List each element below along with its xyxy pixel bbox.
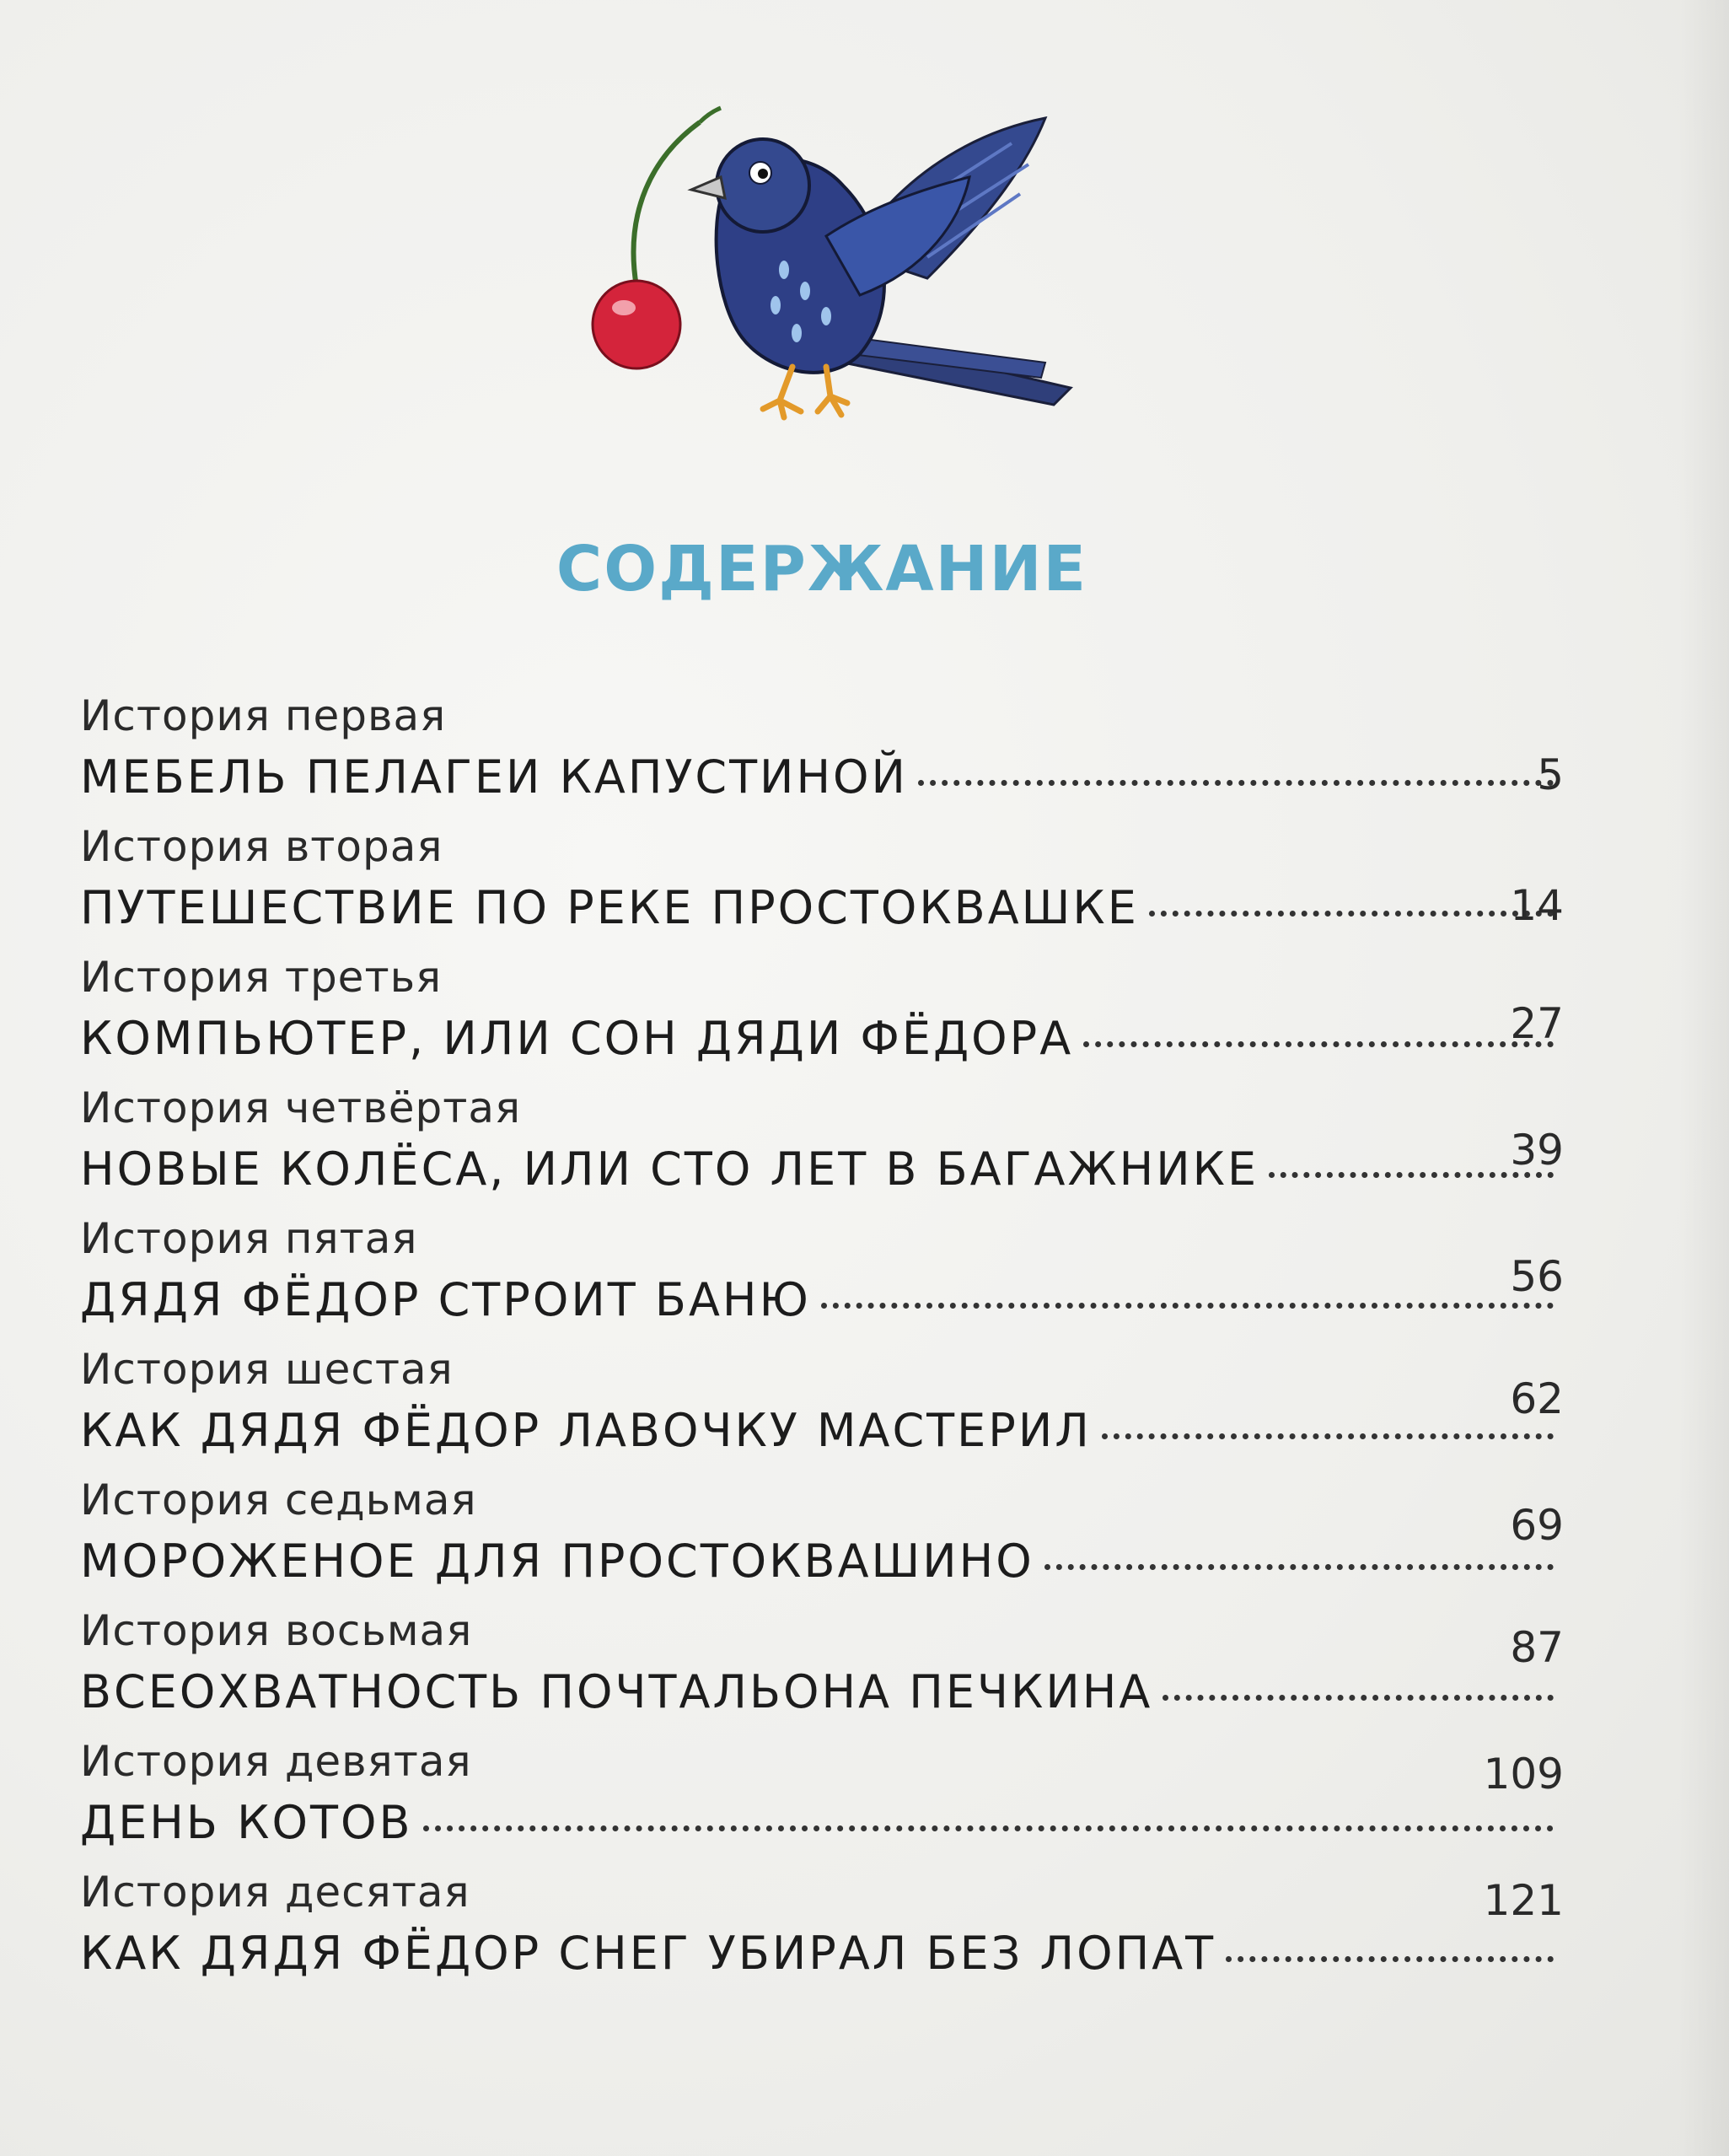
- dot-leader: [1149, 911, 1554, 917]
- toc-entry-label: История первая: [80, 691, 447, 740]
- dot-leader: [1163, 1695, 1554, 1701]
- toc-entry-title-row: [80, 750, 1564, 809]
- bird-with-cherry-icon: [573, 84, 1079, 438]
- toc-entry-label: История девятая: [80, 1737, 472, 1786]
- toc-entry-label: История седьмая: [80, 1476, 477, 1524]
- dot-leader: [1226, 1956, 1554, 1962]
- toc-entry-title-row: [80, 1012, 1564, 1071]
- toc-entry[interactable]: [80, 1345, 1564, 1476]
- toc-entry-title: ВСЕОХВАТНОСТЬ ПОЧТАЛЬОНА ПЕЧКИНА: [80, 1665, 1153, 1718]
- toc-entry-title: ПУТЕШЕСТВИЕ ПО РЕКЕ ПРОСТОКВАШКЕ: [80, 881, 1139, 934]
- toc-entry[interactable]: [80, 1606, 1564, 1737]
- dot-leader: [1083, 1041, 1554, 1047]
- toc-entry-label: История четвёртая: [80, 1083, 522, 1132]
- toc-entry-label: История десятая: [80, 1868, 470, 1917]
- toc-entry-title: ДЕНЬ КОТОВ: [80, 1796, 413, 1849]
- toc-entry-title-row: [80, 1273, 1564, 1332]
- dot-leader: [918, 780, 1554, 786]
- toc-entry-label: История шестая: [80, 1345, 454, 1394]
- dot-leader: [423, 1825, 1554, 1831]
- toc-entry[interactable]: [80, 1868, 1564, 1998]
- toc-entry-label: История восьмая: [80, 1606, 473, 1655]
- toc-entry[interactable]: [80, 953, 1564, 1083]
- dot-leader: [821, 1303, 1554, 1309]
- toc-entry-page: 109: [1483, 1750, 1564, 1798]
- toc-entry-title: КАК ДЯДЯ ФЁДОР СНЕГ УБИРАЛ БЕЗ ЛОПАТ: [80, 1927, 1216, 1980]
- table-of-contents: [80, 691, 1564, 1998]
- dot-leader: [1102, 1433, 1554, 1439]
- toc-entry[interactable]: [80, 1083, 1564, 1214]
- toc-entry[interactable]: [80, 822, 1564, 953]
- toc-entry-title-row: [80, 1665, 1564, 1724]
- toc-entry-title: ДЯДЯ ФЁДОР СТРОИТ БАНЮ: [80, 1273, 811, 1326]
- toc-entry-page: 62: [1510, 1374, 1564, 1423]
- toc-entry-title-row: [80, 881, 1564, 940]
- toc-entry-title-row: [80, 1796, 1564, 1855]
- toc-entry-page: 5: [1537, 750, 1564, 799]
- toc-entry-page: 56: [1510, 1252, 1564, 1301]
- toc-entry-page: 121: [1483, 1876, 1564, 1925]
- toc-entry-label: История пятая: [80, 1214, 418, 1263]
- toc-entry-title-row: [80, 1927, 1564, 1986]
- toc-entry[interactable]: [80, 1214, 1564, 1345]
- toc-entry-page: 27: [1510, 999, 1564, 1048]
- toc-entry-page: 39: [1510, 1126, 1564, 1175]
- page-gutter-shadow: [1678, 0, 1729, 2156]
- dot-leader: [1044, 1564, 1554, 1570]
- toc-entry[interactable]: [80, 1476, 1564, 1606]
- toc-entry-title: НОВЫЕ КОЛЁСА, ИЛИ СТО ЛЕТ В БАГАЖНИКЕ: [80, 1143, 1259, 1196]
- toc-entry-title: КОМПЬЮТЕР, ИЛИ СОН ДЯДИ ФЁДОРА: [80, 1012, 1074, 1065]
- toc-entry[interactable]: [80, 691, 1564, 822]
- toc-entry[interactable]: [80, 1737, 1564, 1868]
- toc-entry-title: КАК ДЯДЯ ФЁДОР ЛАВОЧКУ МАСТЕРИЛ: [80, 1404, 1092, 1457]
- toc-entry-page: 69: [1510, 1501, 1564, 1550]
- toc-entry-title-row: [80, 1143, 1564, 1202]
- toc-entry-title: МЕБЕЛЬ ПЕЛАГЕИ КАПУСТИНОЙ: [80, 750, 908, 804]
- toc-entry-label: История третья: [80, 953, 443, 1002]
- toc-entry-title-row: [80, 1404, 1564, 1463]
- page-title: СОДЕРЖАНИЕ: [556, 533, 1088, 605]
- toc-entry-title-row: [80, 1535, 1564, 1594]
- toc-entry-page: 87: [1510, 1623, 1564, 1672]
- toc-entry-label: История вторая: [80, 822, 443, 871]
- toc-entry-title: МОРОЖЕНОЕ ДЛЯ ПРОСТОКВАШИНО: [80, 1535, 1034, 1588]
- toc-entry-page: 14: [1510, 881, 1564, 930]
